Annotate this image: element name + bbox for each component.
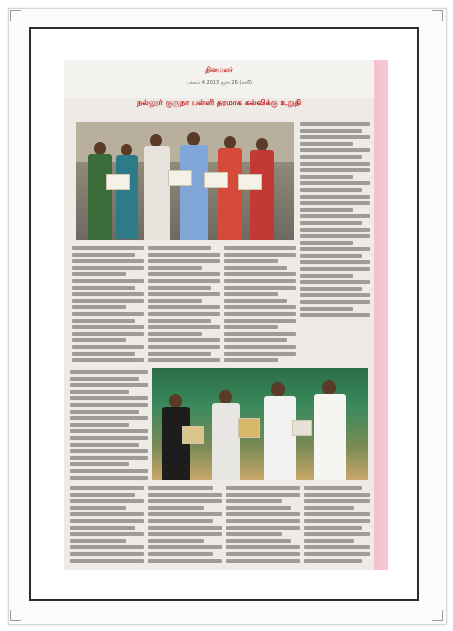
text-column-left-lower [70,370,148,482]
article-photo-bottom [152,368,368,480]
article-photo-top [76,122,294,240]
text-column-2 [148,246,220,366]
crop-mark-top-right [432,10,443,21]
text-column-bottom-1 [70,486,144,566]
text-column-1 [72,246,144,366]
text-column-bottom-2 [148,486,222,566]
masthead-title: தினமலர் [205,66,233,74]
text-column-3 [224,246,296,366]
dateline: பக்கம் 4 2013 ஜன 26 (சனி) [185,80,253,86]
crop-mark-bottom-right [432,610,443,621]
text-column-bottom-4 [304,486,370,566]
text-column-bottom-3 [226,486,300,566]
crop-mark-top-left [10,10,21,21]
newspaper-clipping [64,60,388,570]
crop-mark-bottom-left [10,610,21,621]
article-headline: நல்லூர் குருநா பள்ளி தரமாக கல்விக்கு உறுதி [136,98,302,107]
newspaper-paper [64,60,374,570]
masthead-band [64,60,374,98]
text-column-right-top [300,122,370,318]
